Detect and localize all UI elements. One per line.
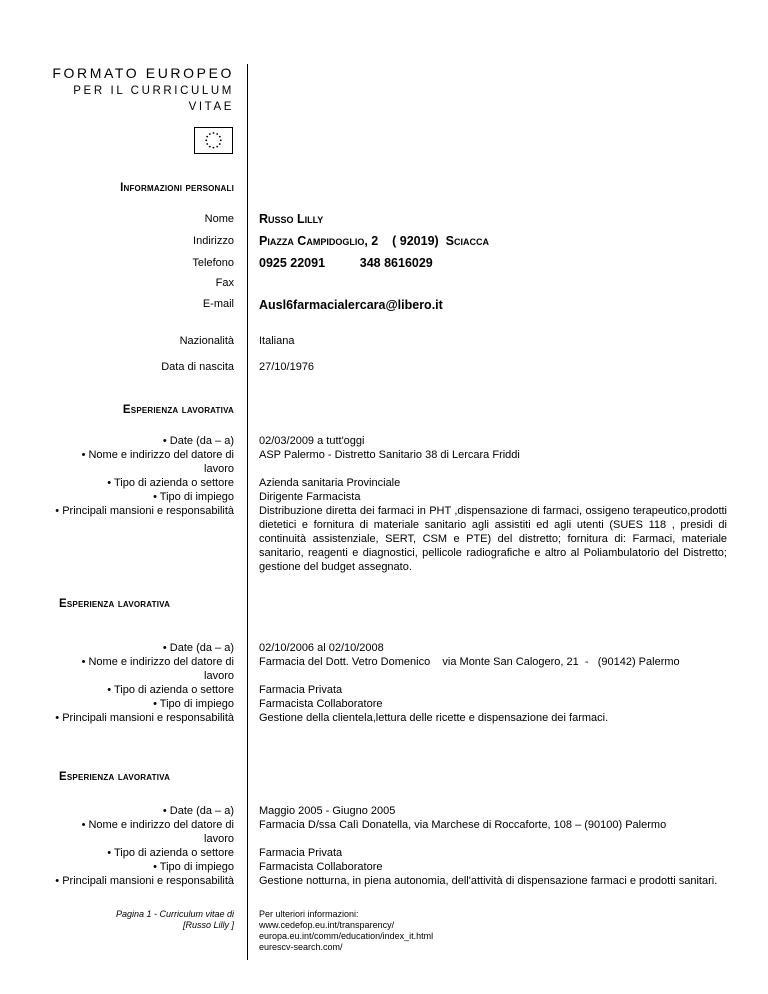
experience-3-employer: Farmacia D/ssa Calì Donatella, via Marchese di Roccaforte, 108 – (90100) Palermo xyxy=(259,819,667,831)
experience-1-sector: Azienda sanitaria Provinciale xyxy=(259,477,401,489)
experience-3-duties: Gestione notturna, in piena autonomia, dell'attività di dispensazione farmaci e prodotti sanitari. xyxy=(259,875,718,887)
label-employer-2: lavoro xyxy=(204,833,234,845)
fax-label: Fax xyxy=(215,277,234,289)
experience-2-dates: 02/10/2006 al 02/10/2008 xyxy=(259,642,384,654)
label-employer-2: lavoro xyxy=(204,463,234,475)
experience-1-labels xyxy=(44,434,234,518)
birth-label: Data di nascita xyxy=(161,361,234,373)
experience-2-duties: Gestione della clientela,lettura delle ricette e dispensazione dei farmaci. xyxy=(259,712,609,724)
footer-page-line1: Pagina 1 - Curriculum vitae di xyxy=(115,909,234,919)
label-dates: • Date (da – a) xyxy=(162,435,234,447)
birth-value: 27/10/1976 xyxy=(259,361,315,373)
label-job-type: • Tipo di impiego xyxy=(153,698,234,710)
label-sector: • Tipo di azienda o settore xyxy=(107,477,234,489)
label-duties: • Principali mansioni e responsabilità xyxy=(55,875,234,887)
label-duties: • Principali mansioni e responsabilità xyxy=(55,505,234,517)
email-label: E-mail xyxy=(202,298,234,310)
nationality-label: Nazionalità xyxy=(179,335,234,347)
experience-1-dates: 02/03/2009 a tutt'oggi xyxy=(259,435,365,447)
experience-1-duties: Distribuzione diretta dei farmaci in PHT ,dispensazione di farmaci, ossigeno terapeutico,prodotti dietetici e fornitura di materiale sanitario agli assistiti ed agli utenti (SUES 118 , presidi di continuità assistenziale, SERT, CSM e PTE) del distretto; fornitura di: Farmaci, materiale sanitario, reagenti e diagnostici, pellicole radiografiche e altro al Poliambulatorio del Distretto; gestione del budget assegnato. xyxy=(259,505,727,573)
section-title-personal: Informazioni personali xyxy=(120,182,234,194)
cv-title-line3: VITAE xyxy=(188,101,234,113)
label-dates: • Date (da – a) xyxy=(162,642,234,654)
footer-link-eurescv[interactable]: eurescv-search.com/ xyxy=(259,942,343,952)
label-employer-1: • Nome e indirizzo del datore di xyxy=(81,449,234,461)
label-employer-1: • Nome e indirizzo del datore di xyxy=(81,656,234,668)
cv-title-line2: PER IL CURRICULUM xyxy=(73,85,234,97)
footer-link-europa[interactable]: europa.eu.int/comm/education/index_it.html xyxy=(259,931,434,941)
address-value: Piazza Campidoglio, 2 ( 92019) Sciacca xyxy=(259,234,489,248)
label-sector: • Tipo di azienda o settore xyxy=(107,684,234,696)
nationality-value: Italiana xyxy=(259,335,295,347)
label-employer-2: lavoro xyxy=(204,670,234,682)
section-title-experience-1: Esperienza lavorativa xyxy=(122,404,234,416)
section-title-experience-2: Esperienza lavorativa xyxy=(59,598,171,610)
cv-title-line1 xyxy=(52,65,234,83)
footer-more-info xyxy=(259,909,433,953)
cv-title xyxy=(52,65,234,115)
experience-2-employer: Farmacia del Dott. Vetro Domenico via Monte San Calogero, 21 - (90142) Palermo xyxy=(259,656,680,668)
phone-value: 0925 22091 348 8616029 xyxy=(259,256,433,270)
footer-page-line2: [Russo Lilly ] xyxy=(182,920,234,930)
experience-3-sector: Farmacia Privata xyxy=(259,847,343,859)
experience-3-job-type: Farmacista Collaboratore xyxy=(259,861,383,873)
label-dates: • Date (da – a) xyxy=(162,805,234,817)
phone-label: Telefono xyxy=(192,257,234,269)
experience-3-labels xyxy=(44,804,234,888)
footer-page-info xyxy=(34,909,234,931)
experience-1-job-type: Dirigente Farmacista xyxy=(259,491,361,503)
column-divider xyxy=(247,64,248,960)
experience-2-job-type: Farmacista Collaboratore xyxy=(259,698,383,710)
footer-info-line1: Per ulteriori informazioni: xyxy=(259,909,359,919)
experience-1-employer: ASP Palermo - Distretto Sanitario 38 di Lercara Friddi xyxy=(259,449,520,461)
email-value: Ausl6farmacialercara@libero.it xyxy=(259,298,443,312)
label-job-type: • Tipo di impiego xyxy=(153,491,234,503)
name-label: Nome xyxy=(204,213,234,225)
experience-3-dates: Maggio 2005 - Giugno 2005 xyxy=(259,805,396,817)
name-value: Russo Lilly xyxy=(259,212,324,226)
experience-2-labels xyxy=(44,641,234,725)
label-job-type: • Tipo di impiego xyxy=(153,861,234,873)
eu-flag-icon xyxy=(194,127,233,154)
label-employer-1: • Nome e indirizzo del datore di xyxy=(81,819,234,831)
section-title-experience-3: Esperienza lavorativa xyxy=(59,771,171,783)
label-duties: • Principali mansioni e responsabilità xyxy=(55,712,234,724)
footer-link-cedefop[interactable]: www.cedefop.eu.int/transparency/ xyxy=(259,920,395,930)
cv-title-line1-text: FORMATO EUROPEO xyxy=(52,65,234,81)
address-label: Indirizzo xyxy=(193,235,234,247)
experience-2-sector: Farmacia Privata xyxy=(259,684,343,696)
label-sector: • Tipo di azienda o settore xyxy=(107,847,234,859)
